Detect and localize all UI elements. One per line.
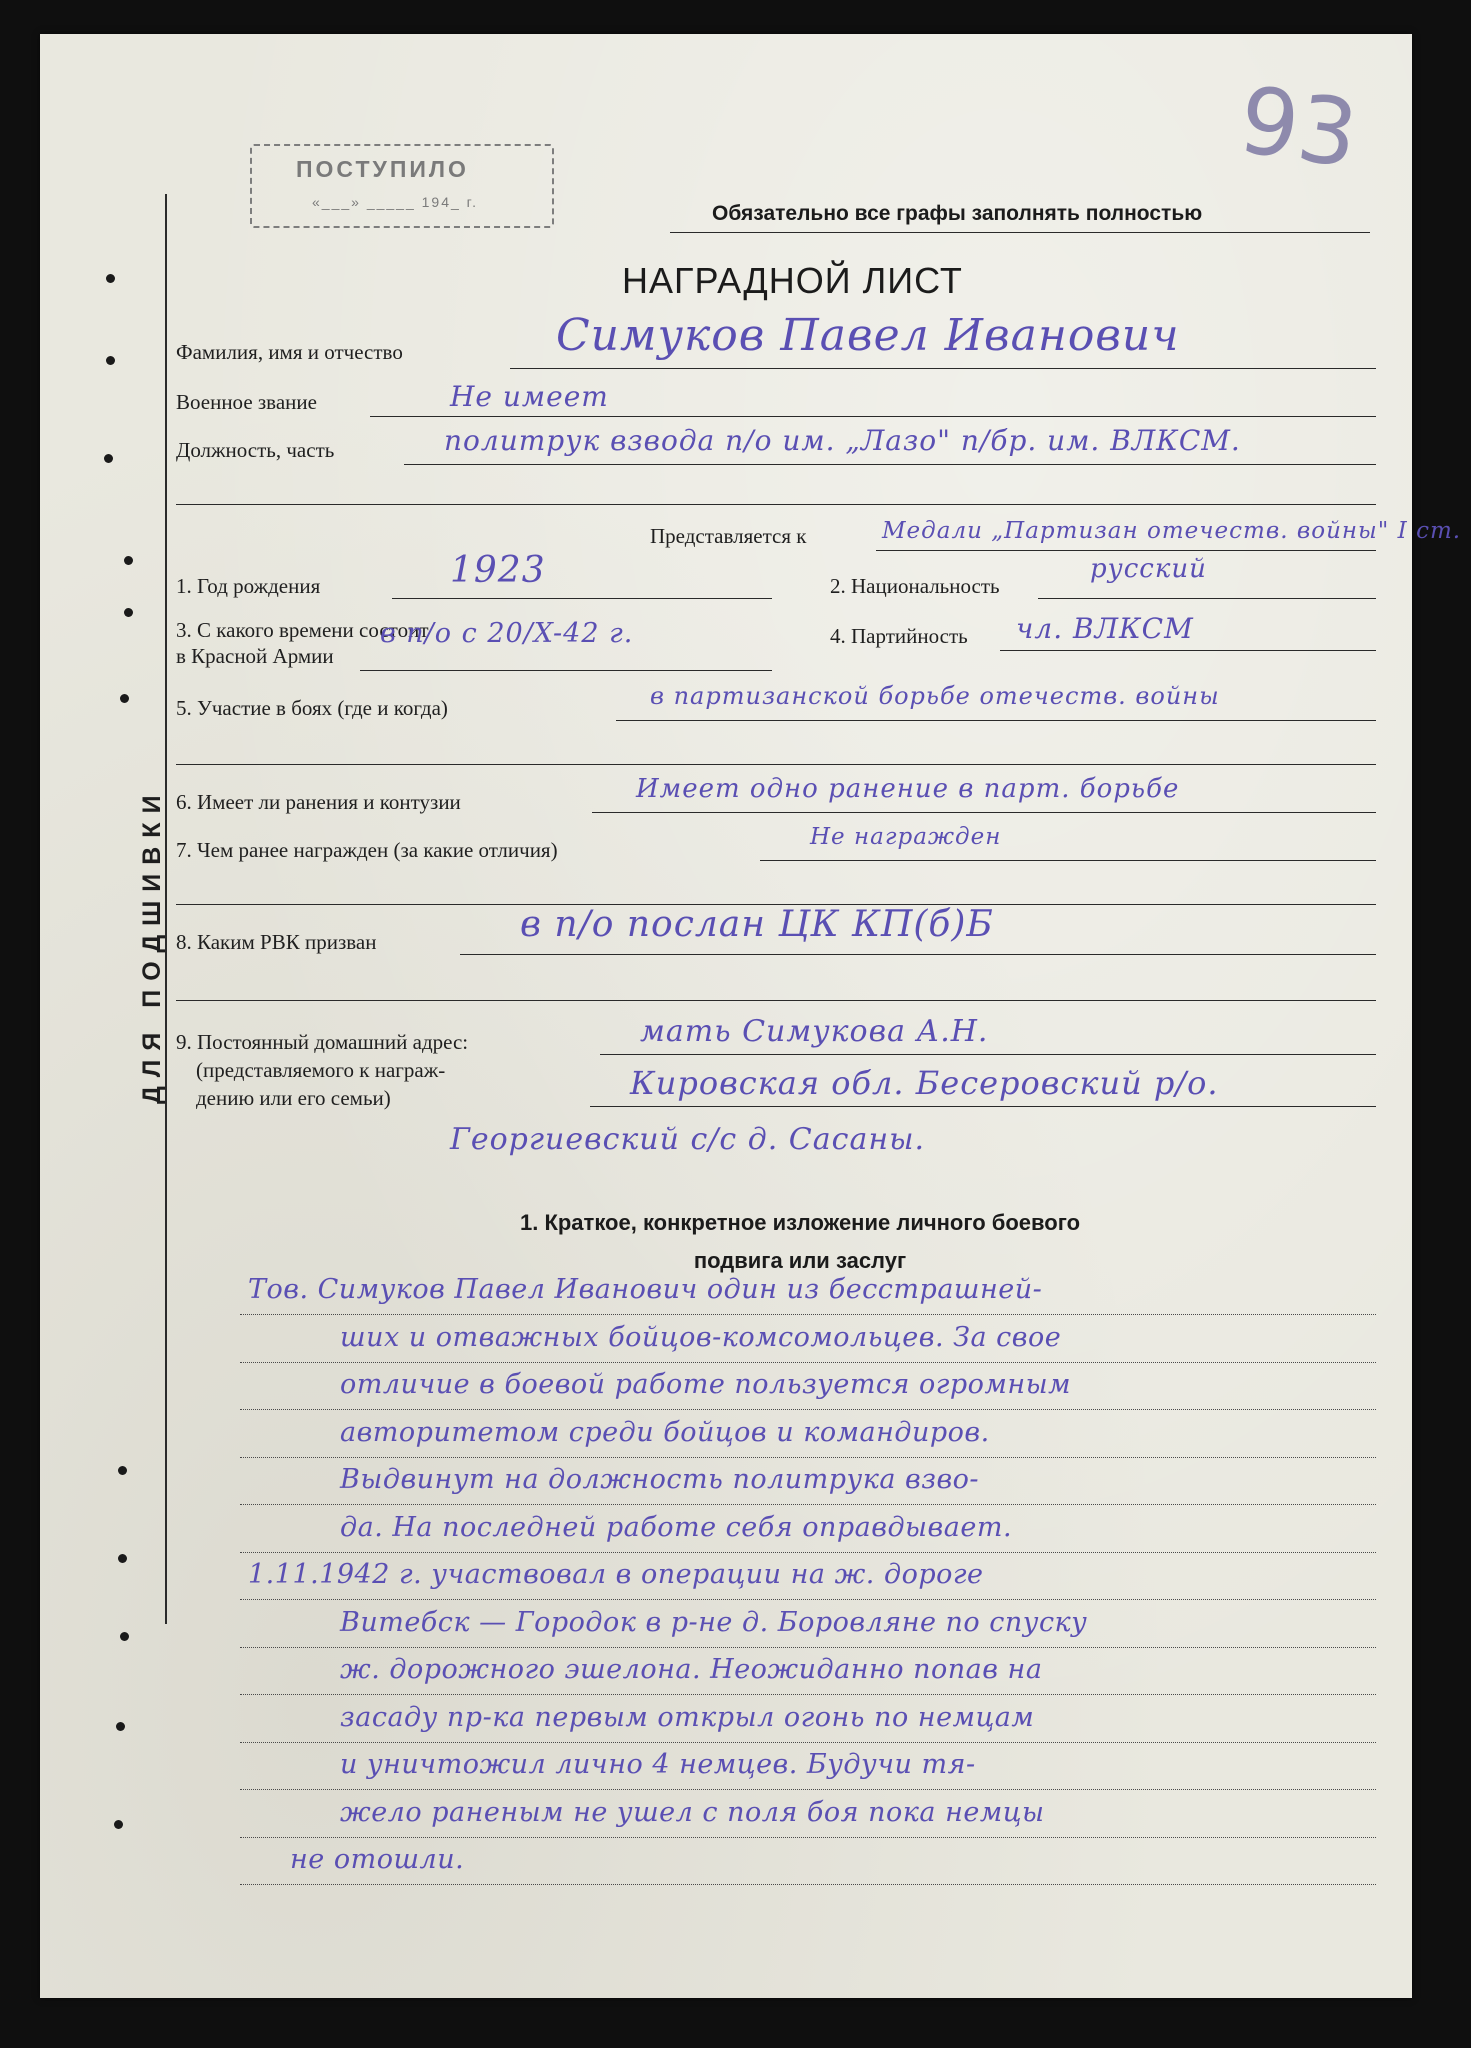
punch-hole	[118, 1554, 127, 1563]
rank-line	[370, 416, 1376, 417]
narrative-underline	[240, 1742, 1376, 1743]
position-line	[404, 464, 1376, 465]
wounds-label: 6. Имеет ли ранения и контузии	[176, 790, 461, 814]
punch-hole	[114, 1820, 123, 1829]
rvk-label: 8. Каким РВК призван	[176, 930, 377, 954]
narrative-line: да. На последней работе себя оправдывает.	[340, 1511, 1013, 1543]
awards-value: Не награжден	[810, 824, 1002, 850]
nationality-line	[1038, 598, 1376, 599]
position-value: политрук взвода п/о им. „Лазо" п/бр. им. ВЛКСМ.	[444, 424, 1241, 457]
awards-line	[760, 860, 1376, 861]
battles-line	[616, 720, 1376, 721]
document-title: НАГРАДНОЙ ЛИСТ	[622, 260, 963, 301]
address-value-2: Кировская обл. Бесеровский р/о.	[630, 1064, 1219, 1102]
rvk-value: в п/о послан ЦК КП(б)Б	[520, 904, 994, 945]
narrative-line: засаду пр-ка первым открыл огонь по немцам	[340, 1701, 1035, 1733]
narrative-underline	[240, 1789, 1376, 1790]
narrative-underline	[240, 1457, 1376, 1458]
rvk-line-2	[176, 1000, 1376, 1001]
punch-hole	[106, 356, 115, 365]
narrative-underline	[240, 1552, 1376, 1553]
address-line-1	[600, 1054, 1376, 1055]
punch-hole	[120, 1632, 129, 1641]
wounds-value: Имеет одно ранение в парт. борьбе	[636, 774, 1180, 804]
punch-hole	[124, 608, 133, 617]
notice-underline	[670, 232, 1370, 233]
position-label: Должность, часть	[176, 438, 335, 462]
narrative-underline	[240, 1314, 1376, 1315]
wounds-line	[592, 812, 1376, 813]
battles-value: в партизанской борьбе отечеств. войны	[650, 682, 1220, 710]
nationality-label: 2. Национальность	[830, 574, 1000, 598]
narrative-line: Витебск — Городок в р-не д. Боровляне по спуску	[340, 1606, 1088, 1638]
narrative-underline	[240, 1647, 1376, 1648]
narrative-line: и уничтожил лично 4 немцев. Будучи тя-	[340, 1749, 976, 1780]
narrative-line: Тов. Симуков Павел Иванович один из бесстрашней-	[248, 1274, 1043, 1305]
service-line	[360, 670, 772, 671]
punch-hole	[118, 1466, 127, 1475]
presented-label: Представляется к	[650, 524, 807, 548]
fill-notice: Обязательно все графы заполнять полностью	[712, 202, 1203, 225]
presented-line	[876, 550, 1376, 551]
binding-label: ДЛЯ ПОДШИВКИ	[138, 786, 166, 1104]
punch-hole	[116, 1722, 125, 1731]
narrative-line: авторитетом среди бойцов и командиров.	[340, 1416, 990, 1448]
address-value-1: мать Симукова А.Н.	[640, 1014, 989, 1049]
punch-hole	[106, 274, 115, 283]
birth-label: 1. Год рождения	[176, 574, 321, 598]
received-stamp	[250, 144, 554, 228]
address-value-3: Георгиевский с/с д. Сасаны.	[450, 1122, 926, 1157]
narrative-line: Выдвинут на должность политрука взво-	[340, 1464, 980, 1495]
birth-value: 1923	[450, 550, 546, 591]
nationality-value: русский	[1090, 554, 1207, 584]
punch-hole	[124, 556, 133, 565]
rank-label: Военное звание	[176, 390, 317, 414]
narrative-line: не отошли.	[290, 1844, 465, 1875]
section-title-line-2: подвига или заслуг	[693, 1248, 907, 1273]
narrative-line: ж. дорожного эшелона. Неожиданно попав на	[340, 1654, 1043, 1685]
party-line	[1000, 650, 1376, 651]
section-title-line-1: 1. Краткое, конкретное изложение личного боевого	[519, 1210, 1081, 1235]
narrative-line: жело раненым не ушел с поля боя пока немцы	[340, 1796, 1045, 1828]
party-label: 4. Партийность	[830, 624, 968, 648]
punch-hole	[104, 454, 113, 463]
awards-label: 7. Чем ранее награжден (за какие отличия)	[176, 838, 558, 862]
presented-value: Медали „Партизан отечеств. войны" I ст.	[882, 518, 1462, 544]
narrative-underline	[240, 1694, 1376, 1695]
address-label-1: 9. Постоянный домашний адрес:	[176, 1030, 469, 1054]
service-label-1: 3. С какого времени состоит	[176, 618, 429, 642]
narrative-line: 1.11.1942 г. участвовал в операции на ж. дороге	[248, 1559, 984, 1590]
narrative-underline	[240, 1599, 1376, 1600]
stamp-title: ПОСТУПИЛО	[296, 156, 469, 182]
punch-hole	[120, 694, 129, 703]
service-label-2: в Красной Армии	[176, 644, 334, 668]
position-line-2	[176, 504, 1376, 505]
narrative-underline	[240, 1884, 1376, 1885]
name-line	[510, 368, 1376, 369]
birth-line	[392, 598, 772, 599]
narrative-underline	[240, 1837, 1376, 1838]
battles-label: 5. Участие в боях (где и когда)	[176, 696, 448, 720]
battles-line-2	[176, 764, 1376, 765]
rvk-line	[460, 954, 1376, 955]
narrative-line: отличие в боевой работе пользуется огромным	[340, 1369, 1071, 1400]
rank-value: Не имеет	[450, 380, 609, 413]
stamp-date: «___» _____ 194_ г.	[312, 194, 478, 210]
archive-page-number: 93	[1233, 66, 1364, 189]
service-value: в п/о с 20/X-42 г.	[380, 618, 634, 649]
name-value: Симуков Павел Иванович	[556, 310, 1180, 361]
narrative-underline	[240, 1362, 1376, 1363]
narrative-underline	[240, 1409, 1376, 1410]
award-sheet-page	[40, 34, 1462, 1998]
party-value: чл. ВЛКСМ	[1016, 612, 1194, 645]
address-line-2	[590, 1106, 1376, 1107]
narrative-line: ших и отважных бойцов-комсомольцев. За свое	[340, 1321, 1062, 1353]
address-label-2: (представляемого к награж-	[196, 1058, 446, 1082]
address-label-3: дению или его семьи)	[196, 1086, 391, 1110]
name-label: Фамилия, имя и отчество	[176, 340, 403, 364]
narrative-underline	[240, 1504, 1376, 1505]
